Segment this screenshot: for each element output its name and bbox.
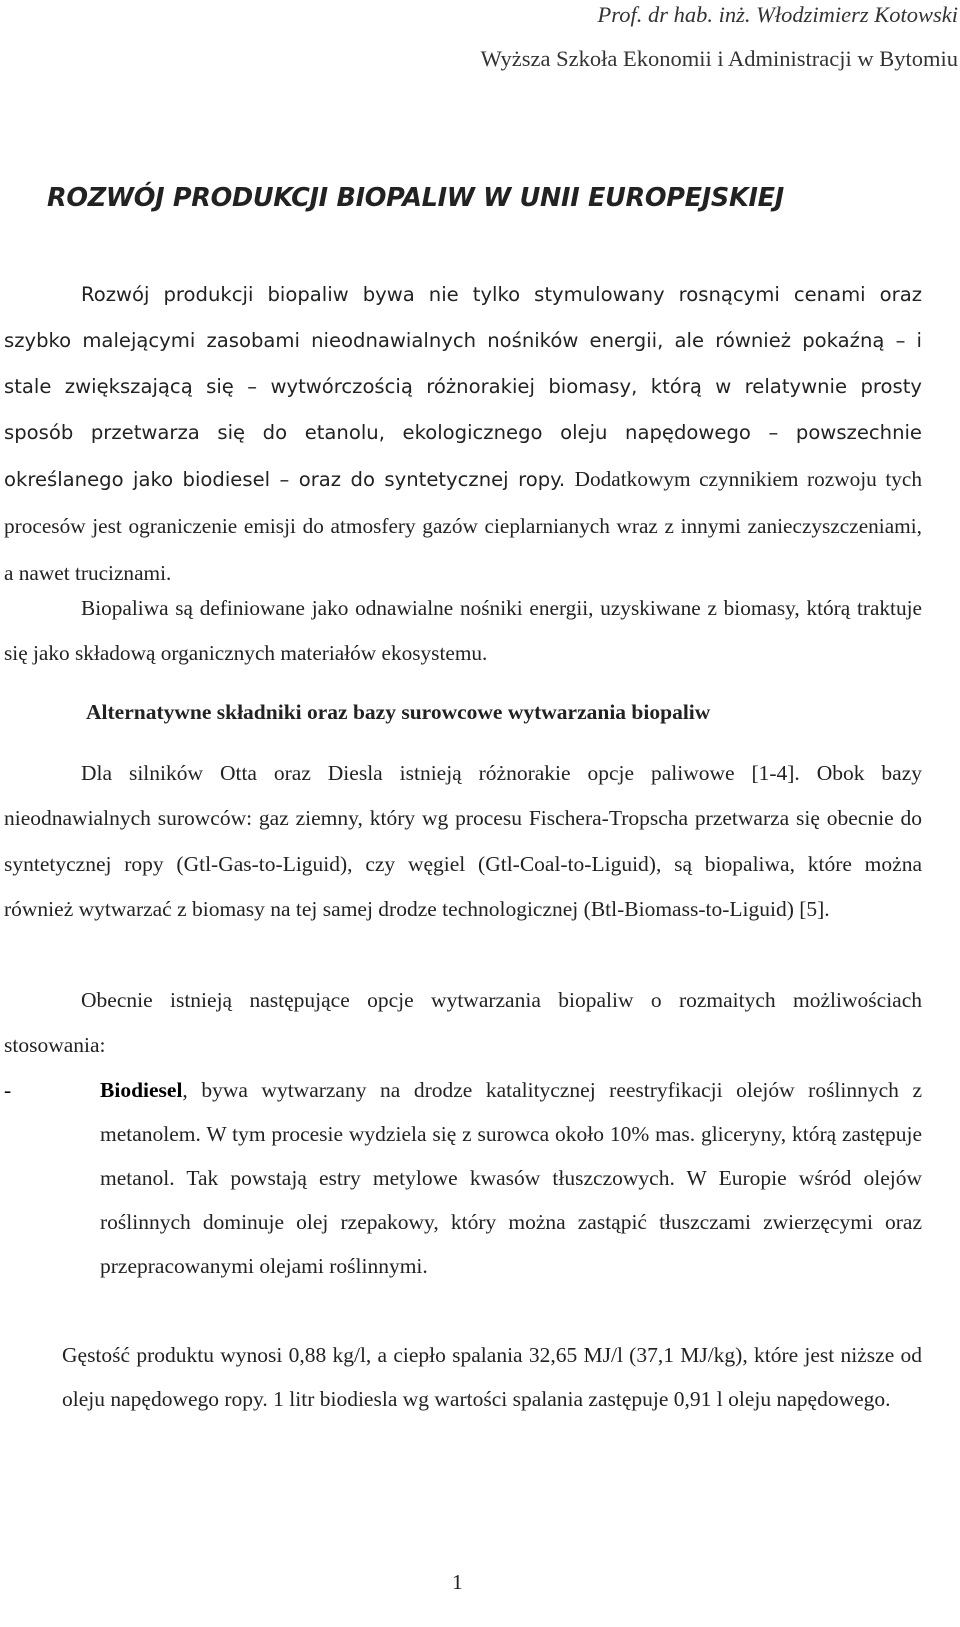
document-title: ROZWÓJ PRODUKCJI BIOPALIW W UNII EUROPEJSKIEJ bbox=[47, 183, 784, 213]
intro-paragraph-tail: Dodatkowym czynnikiem rozwoju tych procesów jest ograniczenie emisji do atmosfery gazów cieplarnianych wraz z innymi zanieczyszczeniami, a nawet truciznami. bbox=[4, 467, 922, 585]
section-heading: Alternatywne składniki oraz bazy surowcowe wytwarzania biopaliw bbox=[86, 700, 711, 724]
section-paragraph-1: Dla silników Otta oraz Diesla istnieją różnorakie opcje paliwowe [1-4]. Obok bazy nieodnawialnych surowców: gaz ziemny, który wg procesu Fischera-Tropscha przetwarza się obecnie do syntetycznej ropy (Gtl-Gas-to-Liguid), czy węgiel (Gtl-Coal-to-Liguid), są biopaliwa, które można również wytwarzać z biomasy na tej samej drodze technologicznej (Btl-Biomass-to-Liguid) [5]. bbox=[4, 761, 922, 921]
institution-line: Wyższa Szkoła Ekonomii i Administracji w Bytomiu bbox=[480, 46, 958, 71]
list-bullet-dash: - bbox=[4, 1078, 12, 1102]
intro-paragraph-main: Rozwój produkcji biopaliw bywa nie tylko stymulowany rosnącymi cenami oraz szybko malejącymi zasobami nieodnawialnych nośników energii, ale również pokaźną – i stale zwiększającą się – wytwórczością różnorakiej biomasy, którą w relatywnie prosty sposób przetwarza się do etanolu, ekologicznego oleju napędowego – powszechnie określanego jako biodiesel – oraz do syntetycznej ropy. bbox=[4, 283, 922, 491]
section-paragraph-3: Gęstość produktu wynosi 0,88 kg/l, a ciepło spalania 32,65 MJ/l (37,1 MJ/kg), które jest niższe od oleju napędowego ropy. 1 litr biodiesla wg wartości spalania zastępuje 0,91 l oleju napędowego. bbox=[62, 1343, 922, 1411]
intro-paragraph bbox=[4, 272, 922, 597]
page-number: 1 bbox=[452, 1570, 463, 1594]
section-paragraph-2: Obecnie istnieją następujące opcje wytwarzania biopaliw o rozmaitych możliwościach stosowania: bbox=[4, 988, 922, 1058]
list-item-biodiesel bbox=[100, 1068, 922, 1288]
list-item-term: Biodiesel bbox=[100, 1078, 183, 1102]
definition-paragraph: Biopaliwa są definiowane jako odnawialne nośniki energii, uzyskiwane z biomasy, którą traktuje się jako składową organicznych materiałów ekosystemu. bbox=[4, 596, 922, 665]
author-line: Prof. dr hab. inż. Włodzimierz Kotowski bbox=[597, 2, 958, 27]
list-item-text: , bywa wytwarzany na drodze katalitycznej reestryfikacji olejów roślinnych z metanolem. W tym procesie wydziela się z surowca około 10% mas. gliceryny, którą zastępuje metanol. Tak powstają estry metylowe kwasów tłuszczowych. W Europie wśród olejów roślinnych dominuje olej rzepakowy, który można zastąpić tłuszczami zwierzęcymi oraz przepracowanymi olejami roślinnymi. bbox=[100, 1078, 922, 1278]
